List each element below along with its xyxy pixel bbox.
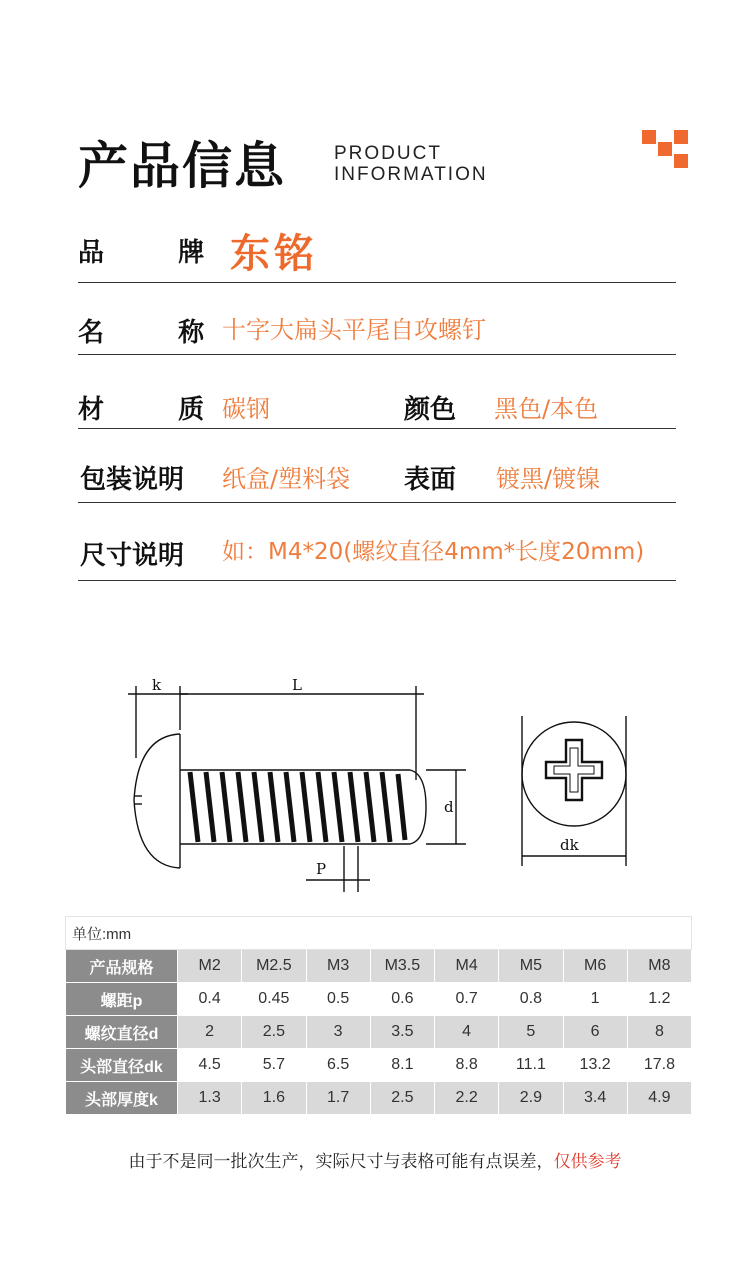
table-cell: 8 bbox=[627, 1016, 691, 1049]
table-cell: 0.45 bbox=[242, 983, 306, 1016]
table-cell: M6 bbox=[563, 950, 627, 983]
table-cell: 1.2 bbox=[627, 983, 691, 1016]
table-cell: 1.3 bbox=[178, 1082, 242, 1115]
note-highlight: 仅供参考 bbox=[553, 1152, 622, 1172]
table-cell: M5 bbox=[499, 950, 563, 983]
note-text: 由于不是同一批次生产，实际尺寸与表格可能有点误差， bbox=[128, 1152, 554, 1172]
diagram-label-dk: dk bbox=[560, 836, 579, 854]
table-cell: 6 bbox=[563, 1016, 627, 1049]
disclaimer-note bbox=[0, 1147, 750, 1172]
table-cell: M3.5 bbox=[370, 950, 434, 983]
table-cell: 1.6 bbox=[242, 1082, 306, 1115]
table-cell: 1.7 bbox=[306, 1082, 370, 1115]
table-cell: 0.4 bbox=[178, 983, 242, 1016]
brand-label: 品 牌 bbox=[78, 238, 205, 268]
screw-technical-drawing bbox=[120, 670, 630, 900]
table-cell: M2 bbox=[178, 950, 242, 983]
page-subtitle-en bbox=[334, 143, 488, 185]
surface-label: 表面 bbox=[404, 465, 457, 495]
name-label: 名 称 bbox=[78, 318, 205, 348]
table-row bbox=[66, 983, 692, 1016]
row-header: 螺距p bbox=[66, 983, 178, 1016]
table-row bbox=[66, 1049, 692, 1082]
table-cell: 0.5 bbox=[306, 983, 370, 1016]
table-cell: 0.6 bbox=[370, 983, 434, 1016]
table-cell: 0.7 bbox=[435, 983, 499, 1016]
package-label: 包装说明 bbox=[80, 465, 185, 495]
table-cell: 11.1 bbox=[499, 1049, 563, 1082]
info-row-package bbox=[78, 430, 676, 503]
diagram-label-d: d bbox=[444, 798, 454, 816]
table-cell: 0.8 bbox=[499, 983, 563, 1016]
table-cell: 4.5 bbox=[178, 1049, 242, 1082]
material-value: 碳钢 bbox=[222, 395, 270, 423]
table-cell: 6.5 bbox=[306, 1049, 370, 1082]
table-row bbox=[66, 1082, 692, 1115]
page-title: 产品信息 bbox=[78, 137, 286, 195]
table-row bbox=[66, 950, 692, 983]
diagram-label-k: k bbox=[152, 676, 162, 694]
table-cell: M3 bbox=[306, 950, 370, 983]
table-cell: 2.5 bbox=[370, 1082, 434, 1115]
material-label: 材 质 bbox=[78, 395, 205, 425]
table-cell: 4.9 bbox=[627, 1082, 691, 1115]
subtitle-line-2: INFORMATION bbox=[334, 164, 488, 185]
brand-squares-icon bbox=[642, 130, 690, 168]
info-row-name bbox=[78, 284, 676, 355]
table-cell: 2 bbox=[178, 1016, 242, 1049]
row-header: 螺纹直径d bbox=[66, 1016, 178, 1049]
diagram-label-L: L bbox=[292, 676, 302, 694]
table-cell: M8 bbox=[627, 950, 691, 983]
info-row-size bbox=[78, 504, 676, 581]
table-cell: 8.1 bbox=[370, 1049, 434, 1082]
color-value: 黑色/本色 bbox=[494, 395, 599, 423]
table-cell: 4 bbox=[435, 1016, 499, 1049]
table-cell: 2.9 bbox=[499, 1082, 563, 1115]
table-cell: 2.2 bbox=[435, 1082, 499, 1115]
table-cell: 3.4 bbox=[563, 1082, 627, 1115]
diagram-label-P: P bbox=[316, 860, 327, 878]
table-cell: 5 bbox=[499, 1016, 563, 1049]
size-value: 如：M4*20(螺纹直径4mm*长度20mm) bbox=[222, 539, 645, 565]
table-row bbox=[66, 1016, 692, 1049]
info-row-material bbox=[78, 356, 676, 429]
table-cell: 17.8 bbox=[627, 1049, 691, 1082]
table-cell: M2.5 bbox=[242, 950, 306, 983]
unit-label: 单位:mm bbox=[66, 917, 692, 950]
table-cell: 8.8 bbox=[435, 1049, 499, 1082]
spec-table bbox=[65, 916, 692, 1115]
color-label: 颜色 bbox=[404, 395, 457, 425]
info-row-brand bbox=[78, 212, 676, 283]
table-cell: 13.2 bbox=[563, 1049, 627, 1082]
row-header: 产品规格 bbox=[66, 950, 178, 983]
table-cell: 2.5 bbox=[242, 1016, 306, 1049]
table-cell: 1 bbox=[563, 983, 627, 1016]
package-value: 纸盒/塑料袋 bbox=[222, 465, 351, 493]
table-cell: 5.7 bbox=[242, 1049, 306, 1082]
brand-value: 东铭 bbox=[230, 231, 318, 277]
table-cell: 3.5 bbox=[370, 1016, 434, 1049]
row-header: 头部直径dk bbox=[66, 1049, 178, 1082]
table-cell: M4 bbox=[435, 950, 499, 983]
unit-row bbox=[66, 917, 692, 950]
row-header: 头部厚度k bbox=[66, 1082, 178, 1115]
subtitle-line-1: PRODUCT bbox=[334, 143, 442, 164]
surface-value: 镀黑/镀镍 bbox=[496, 465, 601, 493]
name-value: 十字大扁头平尾自攻螺钉 bbox=[222, 316, 486, 344]
size-label: 尺寸说明 bbox=[80, 541, 185, 571]
table-cell: 3 bbox=[306, 1016, 370, 1049]
